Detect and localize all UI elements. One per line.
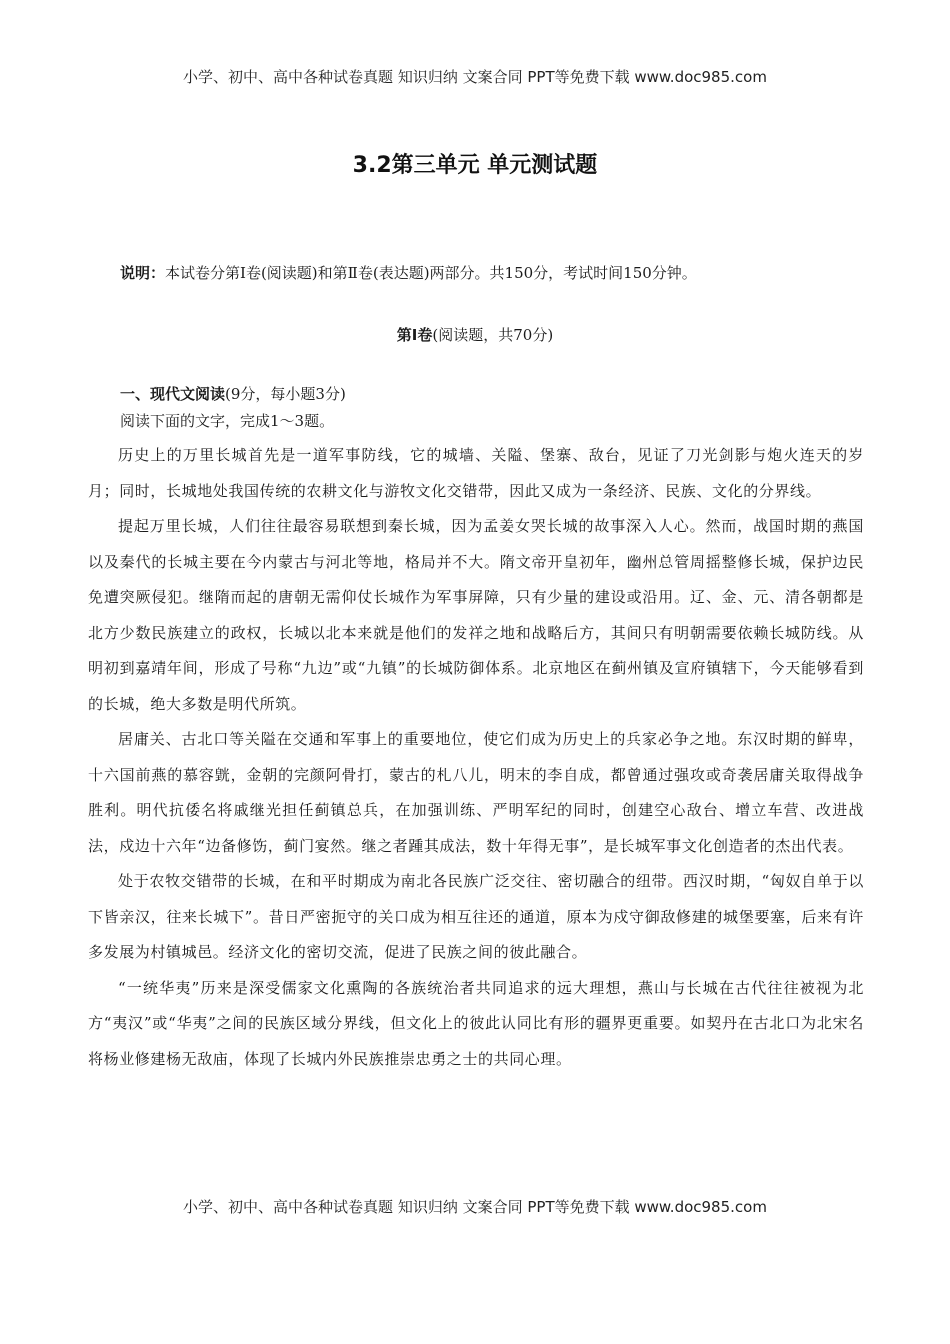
part-heading-label: 第Ⅰ卷	[396, 326, 433, 344]
exam-note-text: 本试卷分第Ⅰ卷(阅读题)和第Ⅱ卷(表达题)两部分。共150分，考试时间150分钟。	[165, 264, 697, 282]
part-heading	[0, 324, 950, 345]
section-heading-label: 一、现代文阅读	[120, 385, 226, 403]
passage-paragraph: 提起万里长城，人们往往最容易联想到秦长城，因为孟姜女哭长城的故事深入人心。然而，战国时期的燕国以及秦代的长城主要在今内蒙古与河北等地，格局并不大。隋文帝开皇初年，幽州总管周摇整修长城，保护边民免遭突厥侵犯。继隋而起的唐朝无需仰仗长城作为军事屏障，只有少量的建设或沿用。辽、金、元、清各朝都是北方少数民族建立的政权，长城以北本来就是他们的发祥之地和战略后方，其间只有明朝需要依赖长城防线。从明初到嘉靖年间，形成了号称“九边”或“九镇”的长城防御体系。北京地区在蓟州镇及宣府镇辖下，今天能够看到的长城，绝大多数是明代所筑。	[88, 517, 864, 713]
part-heading-text: (阅读题，共70分)	[432, 326, 554, 344]
passage-paragraph: 处于农牧交错带的长城，在和平时期成为南北各民族广泛交往、密切融合的纽带。西汉时期，“匈奴自单于以下皆亲汉，往来长城下”。昔日严密扼守的关口成为相互往还的通道，原本为戍守御敌修建的城堡要塞，后来有许多发展为村镇城邑。经济文化的密切交流，促进了民族之间的彼此融合。	[88, 872, 864, 961]
page-footer: 小学、初中、高中各种试卷真题 知识归纳 文案合同 PPT等免费下载 www.doc985.com	[183, 1198, 767, 1216]
exam-note-label: 说明：	[120, 264, 166, 282]
passage-paragraph: 历史上的万里长城首先是一道军事防线，它的城墙、关隘、堡寨、敌台，见证了刀光剑影与炮火连天的岁月；同时，长城地处我国传统的农耕文化与游牧文化交错带，因此又成为一条经济、民族、文化的分界线。	[88, 446, 864, 500]
passage-paragraph: 居庸关、古北口等关隘在交通和军事上的重要地位，使它们成为历史上的兵家必争之地。东汉时期的鲜卑，十六国前燕的慕容皝，金朝的完颜阿骨打，蒙古的札八儿，明末的李自成，都曾通过强攻或奇袭居庸关取得战争胜利。明代抗倭名将戚继光担任蓟镇总兵，在加强训练、严明军纪的同时，创建空心敌台、增立车营、改进战法，戍边十六年“边备修饬，蓟门宴然。继之者踵其成法，数十年得无事”，是长城军事文化创造者的杰出代表。	[88, 730, 864, 855]
reading-instruction: 阅读下面的文字，完成1～3题。	[120, 412, 335, 430]
section-heading-text: (9分，每小题3分)	[225, 385, 346, 403]
passage-paragraph: “一统华夷”历来是深受儒家文化熏陶的各族统治者共同追求的远大理想，燕山与长城在古代往往被视为北方“夷汉”或“华夷”之间的民族区域分界线，但文化上的彼此认同比有形的疆界更重要。如契丹在古北口为北宋名将杨业修建杨无敌庙，体现了长城内外民族推崇忠勇之士的共同心理。	[88, 978, 864, 1068]
page-header: 小学、初中、高中各种试卷真题 知识归纳 文案合同 PPT等免费下载 www.doc985.com	[183, 68, 767, 86]
exam-note	[120, 262, 880, 283]
section-heading	[120, 383, 880, 404]
page-title: 3.2第三单元 单元测试题	[352, 153, 598, 178]
reading-passage	[88, 438, 864, 1077]
